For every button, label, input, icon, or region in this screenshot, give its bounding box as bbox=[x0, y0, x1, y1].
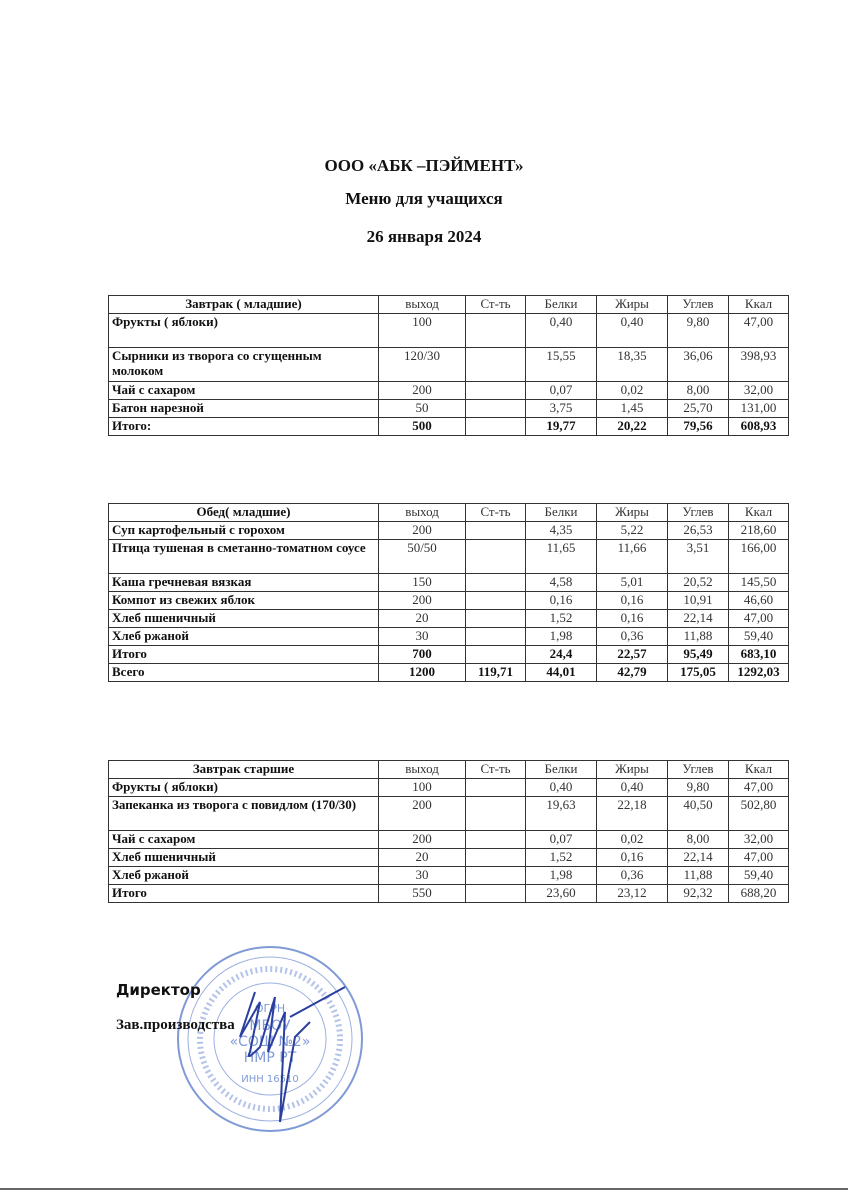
svg-text:ОГРН: ОГРН bbox=[254, 1002, 286, 1015]
cell-protein: 15,55 bbox=[526, 348, 597, 382]
cell-cost bbox=[466, 779, 526, 797]
cell-fat: 20,22 bbox=[597, 418, 668, 436]
cell-protein: 24,4 bbox=[526, 646, 597, 664]
dish-name: Компот из свежих яблок bbox=[109, 592, 379, 610]
cell-cost bbox=[466, 646, 526, 664]
cell-fat: 0,02 bbox=[597, 831, 668, 849]
cell-kcal: 1292,03 bbox=[729, 664, 789, 682]
cell-protein: 0,40 bbox=[526, 314, 597, 348]
cell-protein: 0,07 bbox=[526, 382, 597, 400]
cell-cost bbox=[466, 831, 526, 849]
cell-protein: 19,77 bbox=[526, 418, 597, 436]
cell-carbs: 79,56 bbox=[668, 418, 729, 436]
cell-protein: 4,35 bbox=[526, 522, 597, 540]
cell-out: 200 bbox=[379, 382, 466, 400]
menu-subtitle: Меню для учащихся bbox=[345, 189, 503, 208]
dish-name: Птица тушеная в сметанно-томатном соусе bbox=[109, 540, 379, 574]
cell-out: 550 bbox=[379, 885, 466, 903]
cell-fat: 0,40 bbox=[597, 779, 668, 797]
cell-cost bbox=[466, 522, 526, 540]
table-row bbox=[109, 314, 789, 348]
cell-protein: 19,63 bbox=[526, 797, 597, 831]
table-row bbox=[109, 574, 789, 592]
cell-out: 200 bbox=[379, 797, 466, 831]
table-row bbox=[109, 849, 789, 867]
cell-fat: 0,16 bbox=[597, 592, 668, 610]
dish-name: Запеканка из творога с повидлом (170/30) bbox=[109, 797, 379, 831]
dish-name: Итого: bbox=[109, 418, 379, 436]
cell-cost bbox=[466, 610, 526, 628]
cell-carbs: 8,00 bbox=[668, 831, 729, 849]
table-header-row bbox=[109, 761, 789, 779]
cell-cost bbox=[466, 628, 526, 646]
cell-out: 50/50 bbox=[379, 540, 466, 574]
col-header-cost: Ст-ть bbox=[466, 504, 526, 522]
cell-kcal: 398,93 bbox=[729, 348, 789, 382]
cell-protein: 1,98 bbox=[526, 628, 597, 646]
table-row bbox=[109, 779, 789, 797]
dish-name: Фрукты ( яблоки) bbox=[109, 779, 379, 797]
col-header-cost: Ст-ть bbox=[466, 761, 526, 779]
cell-carbs: 9,80 bbox=[668, 779, 729, 797]
cell-kcal: 47,00 bbox=[729, 314, 789, 348]
cell-cost bbox=[466, 348, 526, 382]
cell-cost: 119,71 bbox=[466, 664, 526, 682]
cell-kcal: 59,40 bbox=[729, 867, 789, 885]
cell-protein: 11,65 bbox=[526, 540, 597, 574]
cell-out: 1200 bbox=[379, 664, 466, 682]
col-header-carbs: Углев bbox=[668, 296, 729, 314]
cell-carbs: 95,49 bbox=[668, 646, 729, 664]
dish-name: Фрукты ( яблоки) bbox=[109, 314, 379, 348]
col-header-protein: Белки bbox=[526, 504, 597, 522]
total-row bbox=[109, 646, 789, 664]
cell-kcal: 47,00 bbox=[729, 779, 789, 797]
cell-carbs: 20,52 bbox=[668, 574, 729, 592]
cell-out: 20 bbox=[379, 849, 466, 867]
cell-out: 100 bbox=[379, 779, 466, 797]
table-row bbox=[109, 348, 789, 382]
cell-fat: 22,18 bbox=[597, 797, 668, 831]
cell-out: 100 bbox=[379, 314, 466, 348]
table-row bbox=[109, 592, 789, 610]
svg-text:ИНН 16510: ИНН 16510 bbox=[241, 1074, 299, 1085]
cell-protein: 23,60 bbox=[526, 885, 597, 903]
lunch-junior-table bbox=[108, 503, 789, 682]
cell-carbs: 175,05 bbox=[668, 664, 729, 682]
cell-out: 30 bbox=[379, 867, 466, 885]
cell-kcal: 218,60 bbox=[729, 522, 789, 540]
cell-kcal: 47,00 bbox=[729, 849, 789, 867]
cell-carbs: 26,53 bbox=[668, 522, 729, 540]
cell-kcal: 32,00 bbox=[729, 831, 789, 849]
col-header-carbs: Углев bbox=[668, 761, 729, 779]
svg-text:«СОШ №2»: «СОШ №2» bbox=[229, 1034, 311, 1050]
cell-kcal: 145,50 bbox=[729, 574, 789, 592]
cell-cost bbox=[466, 400, 526, 418]
col-header-protein: Белки bbox=[526, 761, 597, 779]
col-header-kcal: Ккал bbox=[729, 296, 789, 314]
table-row bbox=[109, 540, 789, 574]
cell-carbs: 22,14 bbox=[668, 610, 729, 628]
cell-cost bbox=[466, 885, 526, 903]
breakfast-senior-table bbox=[108, 760, 789, 903]
cell-carbs: 3,51 bbox=[668, 540, 729, 574]
table-row bbox=[109, 831, 789, 849]
cell-cost bbox=[466, 574, 526, 592]
table-header-row bbox=[109, 504, 789, 522]
dish-name: Хлеб ржаной bbox=[109, 628, 379, 646]
production-head-signature-label: Зав.производства bbox=[116, 1017, 235, 1033]
cell-protein: 4,58 bbox=[526, 574, 597, 592]
dish-name: Хлеб пшеничный bbox=[109, 610, 379, 628]
dish-name: Каша гречневая вязкая bbox=[109, 574, 379, 592]
col-header-out: выход bbox=[379, 504, 466, 522]
dish-name: Хлеб пшеничный bbox=[109, 849, 379, 867]
cell-kcal: 59,40 bbox=[729, 628, 789, 646]
cell-cost bbox=[466, 382, 526, 400]
total-row bbox=[109, 418, 789, 436]
col-header-fat: Жиры bbox=[597, 504, 668, 522]
cell-carbs: 92,32 bbox=[668, 885, 729, 903]
page-edge bbox=[0, 1188, 848, 1190]
cell-cost bbox=[466, 314, 526, 348]
cell-kcal: 688,20 bbox=[729, 885, 789, 903]
cell-out: 20 bbox=[379, 610, 466, 628]
col-header-kcal: Ккал bbox=[729, 761, 789, 779]
cell-cost bbox=[466, 540, 526, 574]
cell-kcal: 683,10 bbox=[729, 646, 789, 664]
cell-fat: 0,36 bbox=[597, 867, 668, 885]
cell-out: 500 bbox=[379, 418, 466, 436]
cell-carbs: 11,88 bbox=[668, 628, 729, 646]
table-row bbox=[109, 382, 789, 400]
cell-cost bbox=[466, 849, 526, 867]
cell-cost bbox=[466, 418, 526, 436]
cell-cost bbox=[466, 867, 526, 885]
cell-carbs: 9,80 bbox=[668, 314, 729, 348]
cell-out: 700 bbox=[379, 646, 466, 664]
dish-name: Всего bbox=[109, 664, 379, 682]
table-title: Завтрак старшие bbox=[109, 761, 379, 779]
cell-out: 120/30 bbox=[379, 348, 466, 382]
cell-cost bbox=[466, 797, 526, 831]
cell-fat: 0,02 bbox=[597, 382, 668, 400]
col-header-cost: Ст-ть bbox=[466, 296, 526, 314]
director-signature-label: Директор bbox=[116, 981, 201, 999]
cell-fat: 1,45 bbox=[597, 400, 668, 418]
cell-protein: 44,01 bbox=[526, 664, 597, 682]
cell-kcal: 46,60 bbox=[729, 592, 789, 610]
cell-kcal: 166,00 bbox=[729, 540, 789, 574]
cell-kcal: 131,00 bbox=[729, 400, 789, 418]
dish-name: Итого bbox=[109, 885, 379, 903]
col-header-out: выход bbox=[379, 296, 466, 314]
cell-protein: 3,75 bbox=[526, 400, 597, 418]
cell-fat: 5,01 bbox=[597, 574, 668, 592]
cell-protein: 1,52 bbox=[526, 849, 597, 867]
table-title: Завтрак ( младшие) bbox=[109, 296, 379, 314]
col-header-fat: Жиры bbox=[597, 761, 668, 779]
cell-protein: 0,07 bbox=[526, 831, 597, 849]
cell-fat: 0,16 bbox=[597, 849, 668, 867]
table-title: Обед( младшие) bbox=[109, 504, 379, 522]
col-header-fat: Жиры bbox=[597, 296, 668, 314]
col-header-kcal: Ккал bbox=[729, 504, 789, 522]
cell-carbs: 36,06 bbox=[668, 348, 729, 382]
cell-fat: 0,16 bbox=[597, 610, 668, 628]
table-row bbox=[109, 797, 789, 831]
cell-fat: 0,40 bbox=[597, 314, 668, 348]
dish-name: Итого bbox=[109, 646, 379, 664]
dish-name: Сырники из творога со сгущенным молоком bbox=[109, 348, 379, 382]
cell-kcal: 502,80 bbox=[729, 797, 789, 831]
cell-protein: 0,16 bbox=[526, 592, 597, 610]
dish-name: Чай с сахаром bbox=[109, 382, 379, 400]
col-header-carbs: Углев bbox=[668, 504, 729, 522]
cell-carbs: 22,14 bbox=[668, 849, 729, 867]
dish-name: Чай с сахаром bbox=[109, 831, 379, 849]
cell-carbs: 40,50 bbox=[668, 797, 729, 831]
svg-text:НМР РТ: НМР РТ bbox=[243, 1050, 297, 1066]
table-row bbox=[109, 867, 789, 885]
cell-out: 200 bbox=[379, 831, 466, 849]
svg-text:МБОУ: МБОУ bbox=[249, 1018, 291, 1034]
grand-total-row bbox=[109, 664, 789, 682]
cell-carbs: 8,00 bbox=[668, 382, 729, 400]
cell-carbs: 10,91 bbox=[668, 592, 729, 610]
cell-carbs: 25,70 bbox=[668, 400, 729, 418]
cell-out: 200 bbox=[379, 592, 466, 610]
cell-fat: 18,35 bbox=[597, 348, 668, 382]
table-row bbox=[109, 628, 789, 646]
cell-carbs: 11,88 bbox=[668, 867, 729, 885]
cell-fat: 5,22 bbox=[597, 522, 668, 540]
official-stamp-icon bbox=[170, 942, 370, 1137]
cell-protein: 1,98 bbox=[526, 867, 597, 885]
menu-date: 26 января 2024 bbox=[366, 227, 482, 246]
cell-cost bbox=[466, 592, 526, 610]
cell-protein: 0,40 bbox=[526, 779, 597, 797]
cell-out: 150 bbox=[379, 574, 466, 592]
cell-kcal: 32,00 bbox=[729, 382, 789, 400]
col-header-protein: Белки bbox=[526, 296, 597, 314]
cell-protein: 1,52 bbox=[526, 610, 597, 628]
cell-kcal: 608,93 bbox=[729, 418, 789, 436]
cell-fat: 23,12 bbox=[597, 885, 668, 903]
cell-kcal: 47,00 bbox=[729, 610, 789, 628]
table-row bbox=[109, 400, 789, 418]
total-row bbox=[109, 885, 789, 903]
table-row bbox=[109, 522, 789, 540]
dish-name: Хлеб ржаной bbox=[109, 867, 379, 885]
cell-fat: 22,57 bbox=[597, 646, 668, 664]
dish-name: Суп картофельный с горохом bbox=[109, 522, 379, 540]
company-title: ООО «АБК –ПЭЙМЕНТ» bbox=[324, 156, 524, 175]
col-header-out: выход bbox=[379, 761, 466, 779]
cell-fat: 0,36 bbox=[597, 628, 668, 646]
breakfast-junior-table bbox=[108, 295, 789, 436]
table-row bbox=[109, 610, 789, 628]
cell-out: 200 bbox=[379, 522, 466, 540]
cell-out: 30 bbox=[379, 628, 466, 646]
cell-fat: 42,79 bbox=[597, 664, 668, 682]
cell-out: 50 bbox=[379, 400, 466, 418]
table-header-row bbox=[109, 296, 789, 314]
dish-name: Батон нарезной bbox=[109, 400, 379, 418]
cell-fat: 11,66 bbox=[597, 540, 668, 574]
